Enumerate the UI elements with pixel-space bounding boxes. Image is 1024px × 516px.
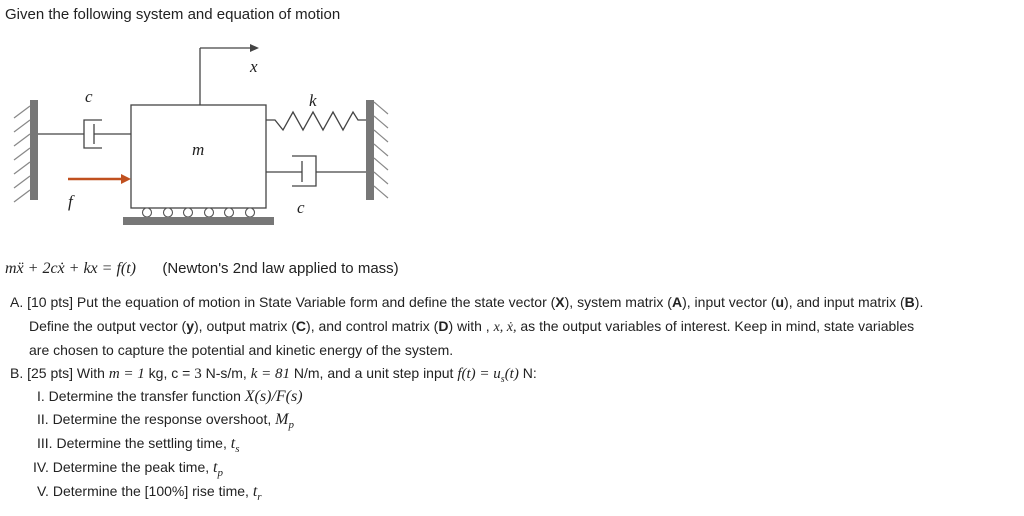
- part-b-item: [37, 482, 262, 506]
- control-matrix-symbol: D: [438, 318, 449, 334]
- system-matrix-symbol: A: [671, 294, 683, 310]
- label-m: m: [192, 140, 205, 159]
- part-b-text: N-s/m,: [201, 365, 251, 381]
- input-matrix-symbol: B: [904, 294, 915, 310]
- item-text: Determine the peak time,: [52, 459, 214, 475]
- label-k: k: [309, 91, 317, 110]
- right-wall: [366, 100, 374, 200]
- mass-spring-damper-diagram: [0, 40, 420, 280]
- part-a-text: ).: [914, 294, 924, 310]
- item-math-subscript: p: [217, 466, 223, 479]
- equation-of-motion: [5, 260, 399, 278]
- item-number: I.: [37, 388, 45, 404]
- stiffness-value: k = 81: [250, 366, 290, 382]
- item-text: Determine the response overshoot,: [52, 411, 276, 427]
- item-math-subscript: p: [288, 418, 294, 431]
- part-b-text: [25 pts] With: [27, 365, 109, 381]
- item-number: V.: [37, 483, 49, 499]
- force-arrow: [68, 174, 131, 184]
- item-text: Determine the [100%] rise time,: [52, 483, 253, 499]
- part-b-item: [37, 434, 239, 458]
- equation-math: mẍ + 2cẋ + kx = f(t): [5, 260, 136, 277]
- part-a-text: ), input vector (: [682, 294, 776, 310]
- item-math-subscript: r: [257, 490, 262, 503]
- item-math: t: [230, 435, 236, 452]
- part-b-text: N/m, and a unit step input: [290, 365, 458, 381]
- part-a-text: ) with ,: [448, 318, 494, 334]
- item-math: t: [213, 459, 218, 476]
- input-vector-symbol: u: [775, 294, 785, 310]
- part-b-text: kg, c =: [144, 365, 195, 381]
- label-c-bottom: c: [297, 198, 305, 217]
- part-a-text: ), and control matrix (: [306, 318, 439, 334]
- label-c-top: c: [85, 87, 93, 106]
- part-b-item: [37, 410, 294, 434]
- part-a-line-2: [29, 317, 914, 337]
- part-b-item: [37, 387, 303, 406]
- item-math: M: [275, 411, 289, 428]
- left-wall: [30, 100, 38, 200]
- part-a-text: as the output variables of interest. Keep in mind, state variables: [516, 318, 915, 334]
- item-math: t: [252, 483, 258, 500]
- left-wall-hatch: [14, 106, 30, 202]
- step-input: f(t) = u: [457, 366, 501, 382]
- part-b-item: [33, 458, 223, 482]
- intro-text: Given the following system and equation of motion: [5, 6, 341, 23]
- mass-value: m = 1: [108, 366, 145, 382]
- label-f: f: [68, 192, 73, 211]
- part-b-label: B.: [10, 365, 24, 381]
- item-text: Determine the settling time,: [56, 435, 231, 451]
- part-a-text: ), and input matrix (: [784, 294, 905, 310]
- right-wall-hatch: [374, 102, 388, 198]
- output-vector-symbol: y: [186, 318, 194, 334]
- part-a-text: are chosen to capture the potential and kinetic energy of the system.: [29, 342, 454, 358]
- item-number: IV.: [33, 459, 49, 475]
- output-matrix-symbol: C: [295, 318, 307, 334]
- state-vector-symbol: X: [555, 294, 565, 310]
- part-a-line-3: [29, 341, 453, 359]
- part-b-text: N:: [518, 365, 537, 381]
- spring: [266, 112, 366, 130]
- equation-note: (Newton's 2nd law applied to mass): [162, 260, 399, 277]
- rollers: [143, 208, 255, 217]
- step-input-subscript: s: [500, 373, 505, 385]
- damping-value: 3: [194, 366, 202, 382]
- part-b-line-1: [10, 364, 537, 389]
- output-variables: x, ẋ,: [493, 320, 517, 335]
- part-a-text: Define the output vector (: [29, 318, 187, 334]
- left-damper: [38, 120, 131, 148]
- step-input-tail: (t): [504, 366, 519, 382]
- right-damper: [266, 156, 366, 186]
- item-number: III.: [37, 435, 53, 451]
- item-text: Determine the transfer function: [48, 388, 245, 404]
- part-a-text: [10 pts] Put the equation of motion in State Variable form and define the state vector (: [27, 294, 556, 310]
- part-a-line-1: [10, 293, 923, 311]
- part-a-text: ), system matrix (: [564, 294, 672, 310]
- label-x: x: [250, 57, 258, 76]
- part-a-text: ), output matrix (: [194, 318, 296, 334]
- ground: [123, 217, 274, 225]
- item-math: X(s)/F(s): [244, 388, 303, 405]
- item-math-subscript: s: [235, 442, 240, 455]
- part-a-label: A.: [10, 294, 24, 310]
- item-number: II.: [37, 411, 49, 427]
